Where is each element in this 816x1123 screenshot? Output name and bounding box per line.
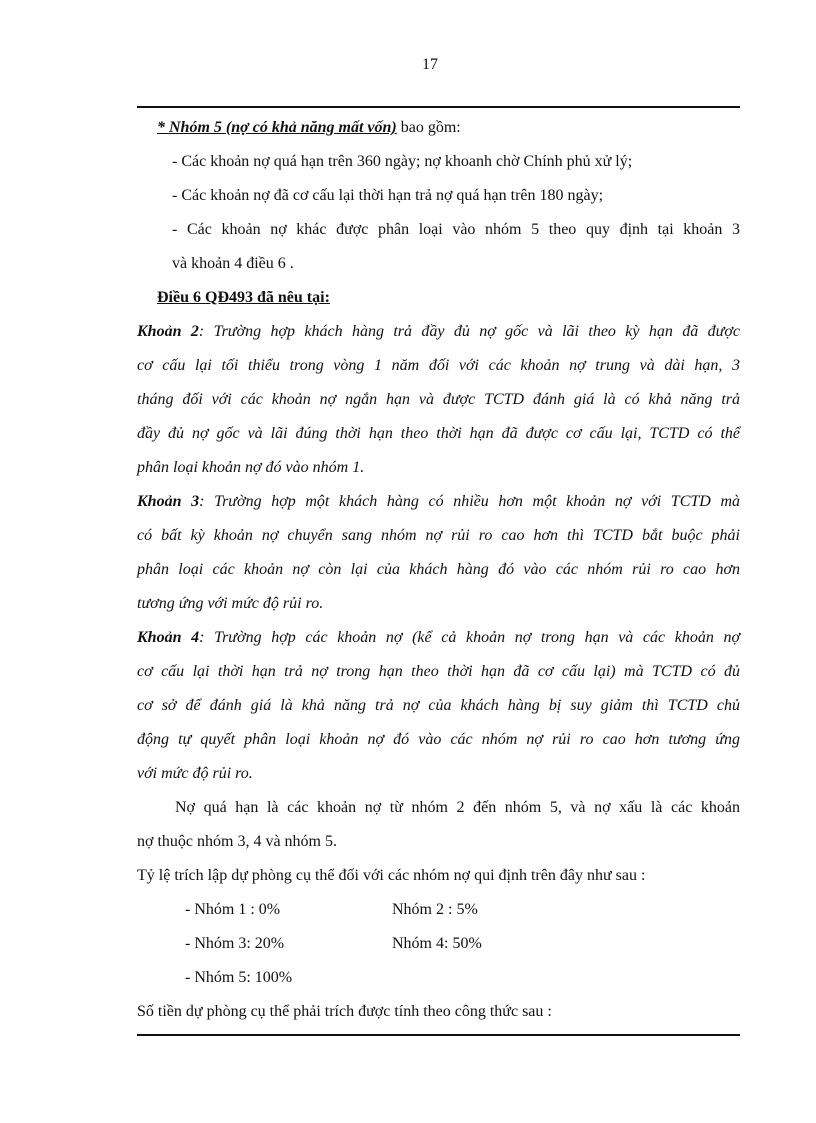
khoan2-line: cơ cấu lại tối thiểu trong vòng 1 năm đối với các khoản nợ trung và dài hạn, 3 <box>137 357 740 374</box>
header-rule <box>137 106 740 108</box>
khoan3-line <box>137 489 740 523</box>
ty-le-intro: Tỷ lệ trích lập dự phòng cụ thể đối với các nhóm nợ qui định trên đây như sau : <box>137 867 646 884</box>
formula-intro: Số tiền dự phòng cụ thể phải trích được tính theo công thức sau : <box>137 1003 552 1020</box>
khoan3-line: phân loại các khoản nợ còn lại của khách hàng đó vào các nhóm rủi ro cao hơn <box>137 561 740 578</box>
khoan2-text: : Trường hợp khách hàng trả đầy đủ nợ gốc và lãi theo kỳ hạn đã được <box>198 323 741 340</box>
nhom5-item: - Các khoản nợ quá hạn trên 360 ngày; nợ khoanh chờ Chính phủ xử lý; <box>172 153 633 170</box>
khoan3-label: Khoản 3 <box>137 493 200 510</box>
khoan2-label: Khoản 2 <box>137 323 199 340</box>
page-number: 17 <box>422 56 438 73</box>
khoan4-line: cơ cấu lại thời hạn trả nợ trong hạn theo thời hạn đã cơ cấu lại) mà TCTD có đủ <box>137 663 740 680</box>
nhom5-heading-suffix: bao gồm: <box>396 119 461 136</box>
khoan2-line: đầy đủ nợ gốc và lãi đúng thời hạn theo thời hạn đã được cơ cấu lại, TCTD có thể <box>137 425 740 442</box>
nhom5-item: - Các khoản nợ khác được phân loại vào nhóm 5 theo quy định tại khoản 3 <box>172 221 740 238</box>
rate-row <box>137 965 740 999</box>
khoan4-text: : Trường hợp các khoản nợ (kể cả khoản nợ trong hạn và các khoản nợ <box>199 629 741 646</box>
khoan3-line: có bất kỳ khoản nợ chuyển sang nhóm nợ rủi ro cao hơn thì TCTD bắt buộc phải <box>137 527 740 544</box>
khoan2-line: phân loại khoản nợ đó vào nhóm 1. <box>137 459 365 476</box>
khoan4-label: Khoản 4 <box>137 629 200 646</box>
rate-nhom4: Nhóm 4: 50% <box>392 935 482 952</box>
dieu6-heading: Điều 6 QĐ493 đã nêu tại: <box>157 289 330 306</box>
rate-nhom1: - Nhóm 1 : 0% <box>185 901 281 918</box>
khoan4-line: với mức độ rủi ro. <box>137 765 253 782</box>
document-body <box>137 115 740 1033</box>
rate-nhom5: - Nhóm 5: 100% <box>185 969 293 986</box>
khoan4-line: cơ sở để đánh giá là khả năng trả nợ của khách hàng bị suy giảm thì TCTD chủ <box>137 697 740 714</box>
khoan3-line: tương ứng với mức độ rủi ro. <box>137 595 324 612</box>
rate-nhom3: - Nhóm 3: 20% <box>185 935 285 952</box>
khoan2-line <box>137 319 740 353</box>
nhom5-heading-line <box>137 115 740 149</box>
khoan4-line <box>137 625 740 659</box>
rate-row <box>137 931 740 965</box>
nhom5-heading: * Nhóm 5 (nợ có khả năng mất vốn) <box>157 119 397 136</box>
nhom5-item: và khoản 4 điều 6 . <box>172 255 294 272</box>
nhom5-item: - Các khoản nợ đã cơ cấu lại thời hạn trả nợ quá hạn trên 180 ngày; <box>172 187 604 204</box>
no-qua-han-line: Nợ quá hạn là các khoản nợ từ nhóm 2 đến nhóm 5, và nợ xấu là các khoản <box>175 799 740 816</box>
rate-row <box>137 897 740 931</box>
khoan3-text: : Trường hợp một khách hàng có nhiều hơn một khoản nợ với TCTD mà <box>199 493 741 510</box>
khoan2-line: tháng đối với các khoản nợ ngắn hạn và được TCTD đánh giá là có khả năng trả <box>137 391 740 408</box>
khoan4-line: động tự quyết phân loại khoản nợ đó vào các nhóm nợ rủi ro cao hơn tương ứng <box>137 731 740 748</box>
footer-rule <box>137 1034 740 1036</box>
rate-nhom2: Nhóm 2 : 5% <box>392 901 478 918</box>
no-qua-han-line: nợ thuộc nhóm 3, 4 và nhóm 5. <box>137 833 337 850</box>
